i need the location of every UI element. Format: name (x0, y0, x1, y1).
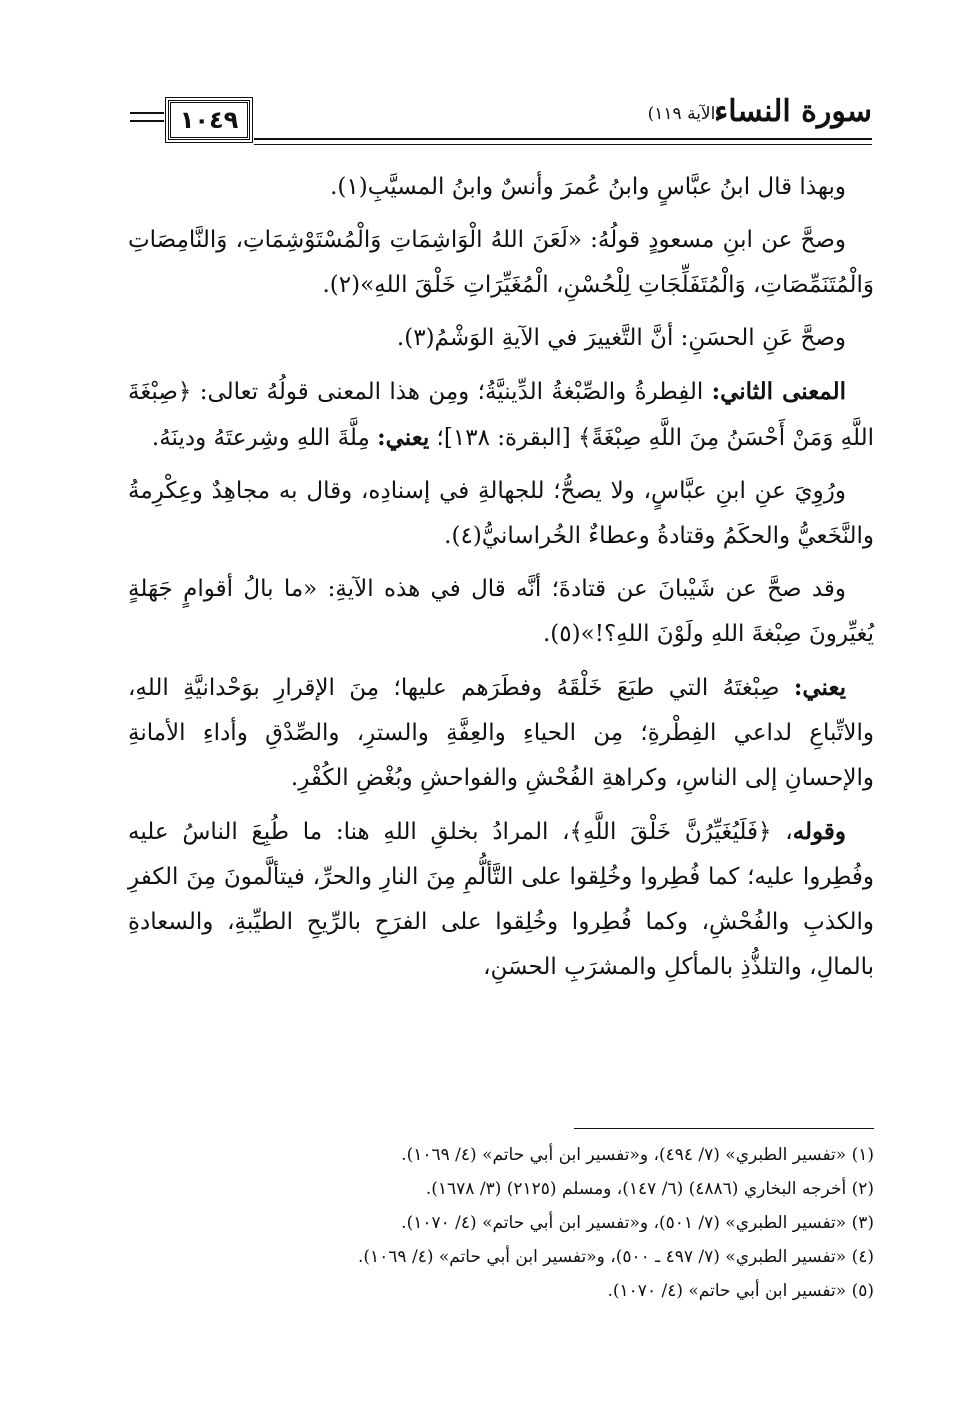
paragraph-1: وبهذا قال ابنُ عبَّاسٍ وابنُ عُمرَ وأنسٌ وابنُ المسيَّبِ(١). (330, 174, 846, 200)
keyword-qawluhu: وقوله (792, 818, 846, 845)
paragraph-5: ورُوِيَ عنِ ابنِ عبَّاسٍ، ولا يصحُّ؛ للجهالةِ في إسنادِه، وقال به مجاهِدٌ وعِكْرِمةُ والنَّخَعيُّ والحكَمُ وقتادةُ وعطاءٌ الخُراسانيُّ(٤). (128, 478, 874, 549)
main-text (128, 165, 874, 998)
page-header (130, 92, 872, 152)
surah-title: سورة النساء (714, 94, 872, 129)
paragraph-6: وقد صحَّ عن شَيْبانَ عن قتادةَ؛ أنَّه قال في هذه الآيةِ: «ما بالُ أقوامٍ جَهَلةٍ يُغيِّرونَ صِبْغةَ اللهِ ولَوْنَ اللهِ؟!»(٥). (128, 576, 874, 647)
footnotes (128, 1138, 874, 1308)
paragraph-3: وصحَّ عَنِ الحسَنِ: أنَّ التَّغييرَ في الآيةِ الوَشْمُ(٣). (396, 325, 846, 351)
keyword-heading: المعنى الثاني: (711, 378, 846, 405)
paragraph-8: وقوله، ﴿فَلَيُغَيِّرُنَّ خَلْقَ اللَّهِ﴾، المرادُ بخلقِ اللهِ هنا: ما طُبِعَ الناسُ عليه وفُطِروا عليه؛ كما فُطِروا وخُلِقوا على التَّألُّمِ مِنَ النارِ والحرِّ، فيتألَّمونَ مِنَ الكفرِ والكذبِ والفُحْشِ، وكما فُطِروا وخُلِقوا على الفرَحِ بالرِّيحِ الطيِّبةِ، والسعادةِ بالمالِ، والتلذُّذِ بالمأكلِ والمشرَبِ الحسَنِ، (128, 818, 874, 980)
keyword-yani: يعني: (793, 674, 846, 701)
paragraph-7: يعني: صِبْغتَهُ التي طبَعَ خَلْقَهُ وفطَرَهم عليها؛ مِنَ الإقرارِ بوَحْدانيَّةِ اللهِ، والاتِّباعِ لداعي الفِطْرةِ؛ مِن الحياءِ والعِفَّةِ والسترِ، والصِّدْقِ وأداءِ الأمانةِ والإحسانِ إلى الناسِ، وكراهةِ الفُحْشِ والفواحشِ وبُغْضِ الكُفْرِ. (128, 674, 874, 791)
footnote-divider (574, 1128, 874, 1129)
keyword-yani: يعني: (377, 424, 430, 451)
header-rule (254, 138, 872, 145)
paragraph-2: وصحَّ عن ابنِ مسعودٍ قولُهُ: «لَعَنَ اللهُ الْوَاشِمَاتِ وَالْمُسْتَوْشِمَاتِ، وَالنَّامِصَاتِ وَالْمُتَنَمِّصَاتِ، وَالْمُتَفَلِّجَاتِ لِلْحُسْنِ، الْمُغَيِّرَاتِ خَلْقَ اللهِ»(٢). (128, 227, 874, 298)
header-ornament-line (130, 112, 164, 122)
page-number: ١٠٤٩ (168, 100, 250, 140)
footnote-2: (٢) أخرجه البخاري (٤٨٨٦) (٦/ ١٤٧)، ومسلم (٢١٢٥) (٣/ ١٦٧٨). (425, 1179, 874, 1199)
footnote-1: (١) «تفسير الطبري» (٧/ ٤٩٤)، و«تفسير ابن أبي حاتم» (٤/ ١٠٦٩). (401, 1145, 874, 1165)
footnote-5: (٥) «تفسير ابن أبي حاتم» (٤/ ١٠٧٠). (607, 1281, 874, 1301)
ayah-reference: (الآية ١١٩) (647, 104, 722, 124)
footnote-3: (٣) «تفسير الطبري» (٧/ ٥٠١)، و«تفسير ابن أبي حاتم» (٤/ ١٠٧٠). (401, 1213, 874, 1233)
footnote-4: (٤) «تفسير الطبري» (٧/ ٤٩٧ ـ ٥٠٠)، و«تفسير ابن أبي حاتم» (٤/ ١٠٦٩). (357, 1247, 874, 1267)
paragraph-4: المعنى الثاني: الفِطرةُ والصِّبْغةُ الدِّينيَّةُ؛ ومِن هذا المعنى قولُهُ تعالى: ﴿صِبْغَةَ اللَّهِ وَمَنْ أَحْسَنُ مِنَ اللَّهِ صِبْغَةً﴾ [البقرة: ١٣٨]؛ يعني: مِلَّةَ اللهِ وشِرعتَهُ ودينَهُ. (128, 378, 874, 451)
